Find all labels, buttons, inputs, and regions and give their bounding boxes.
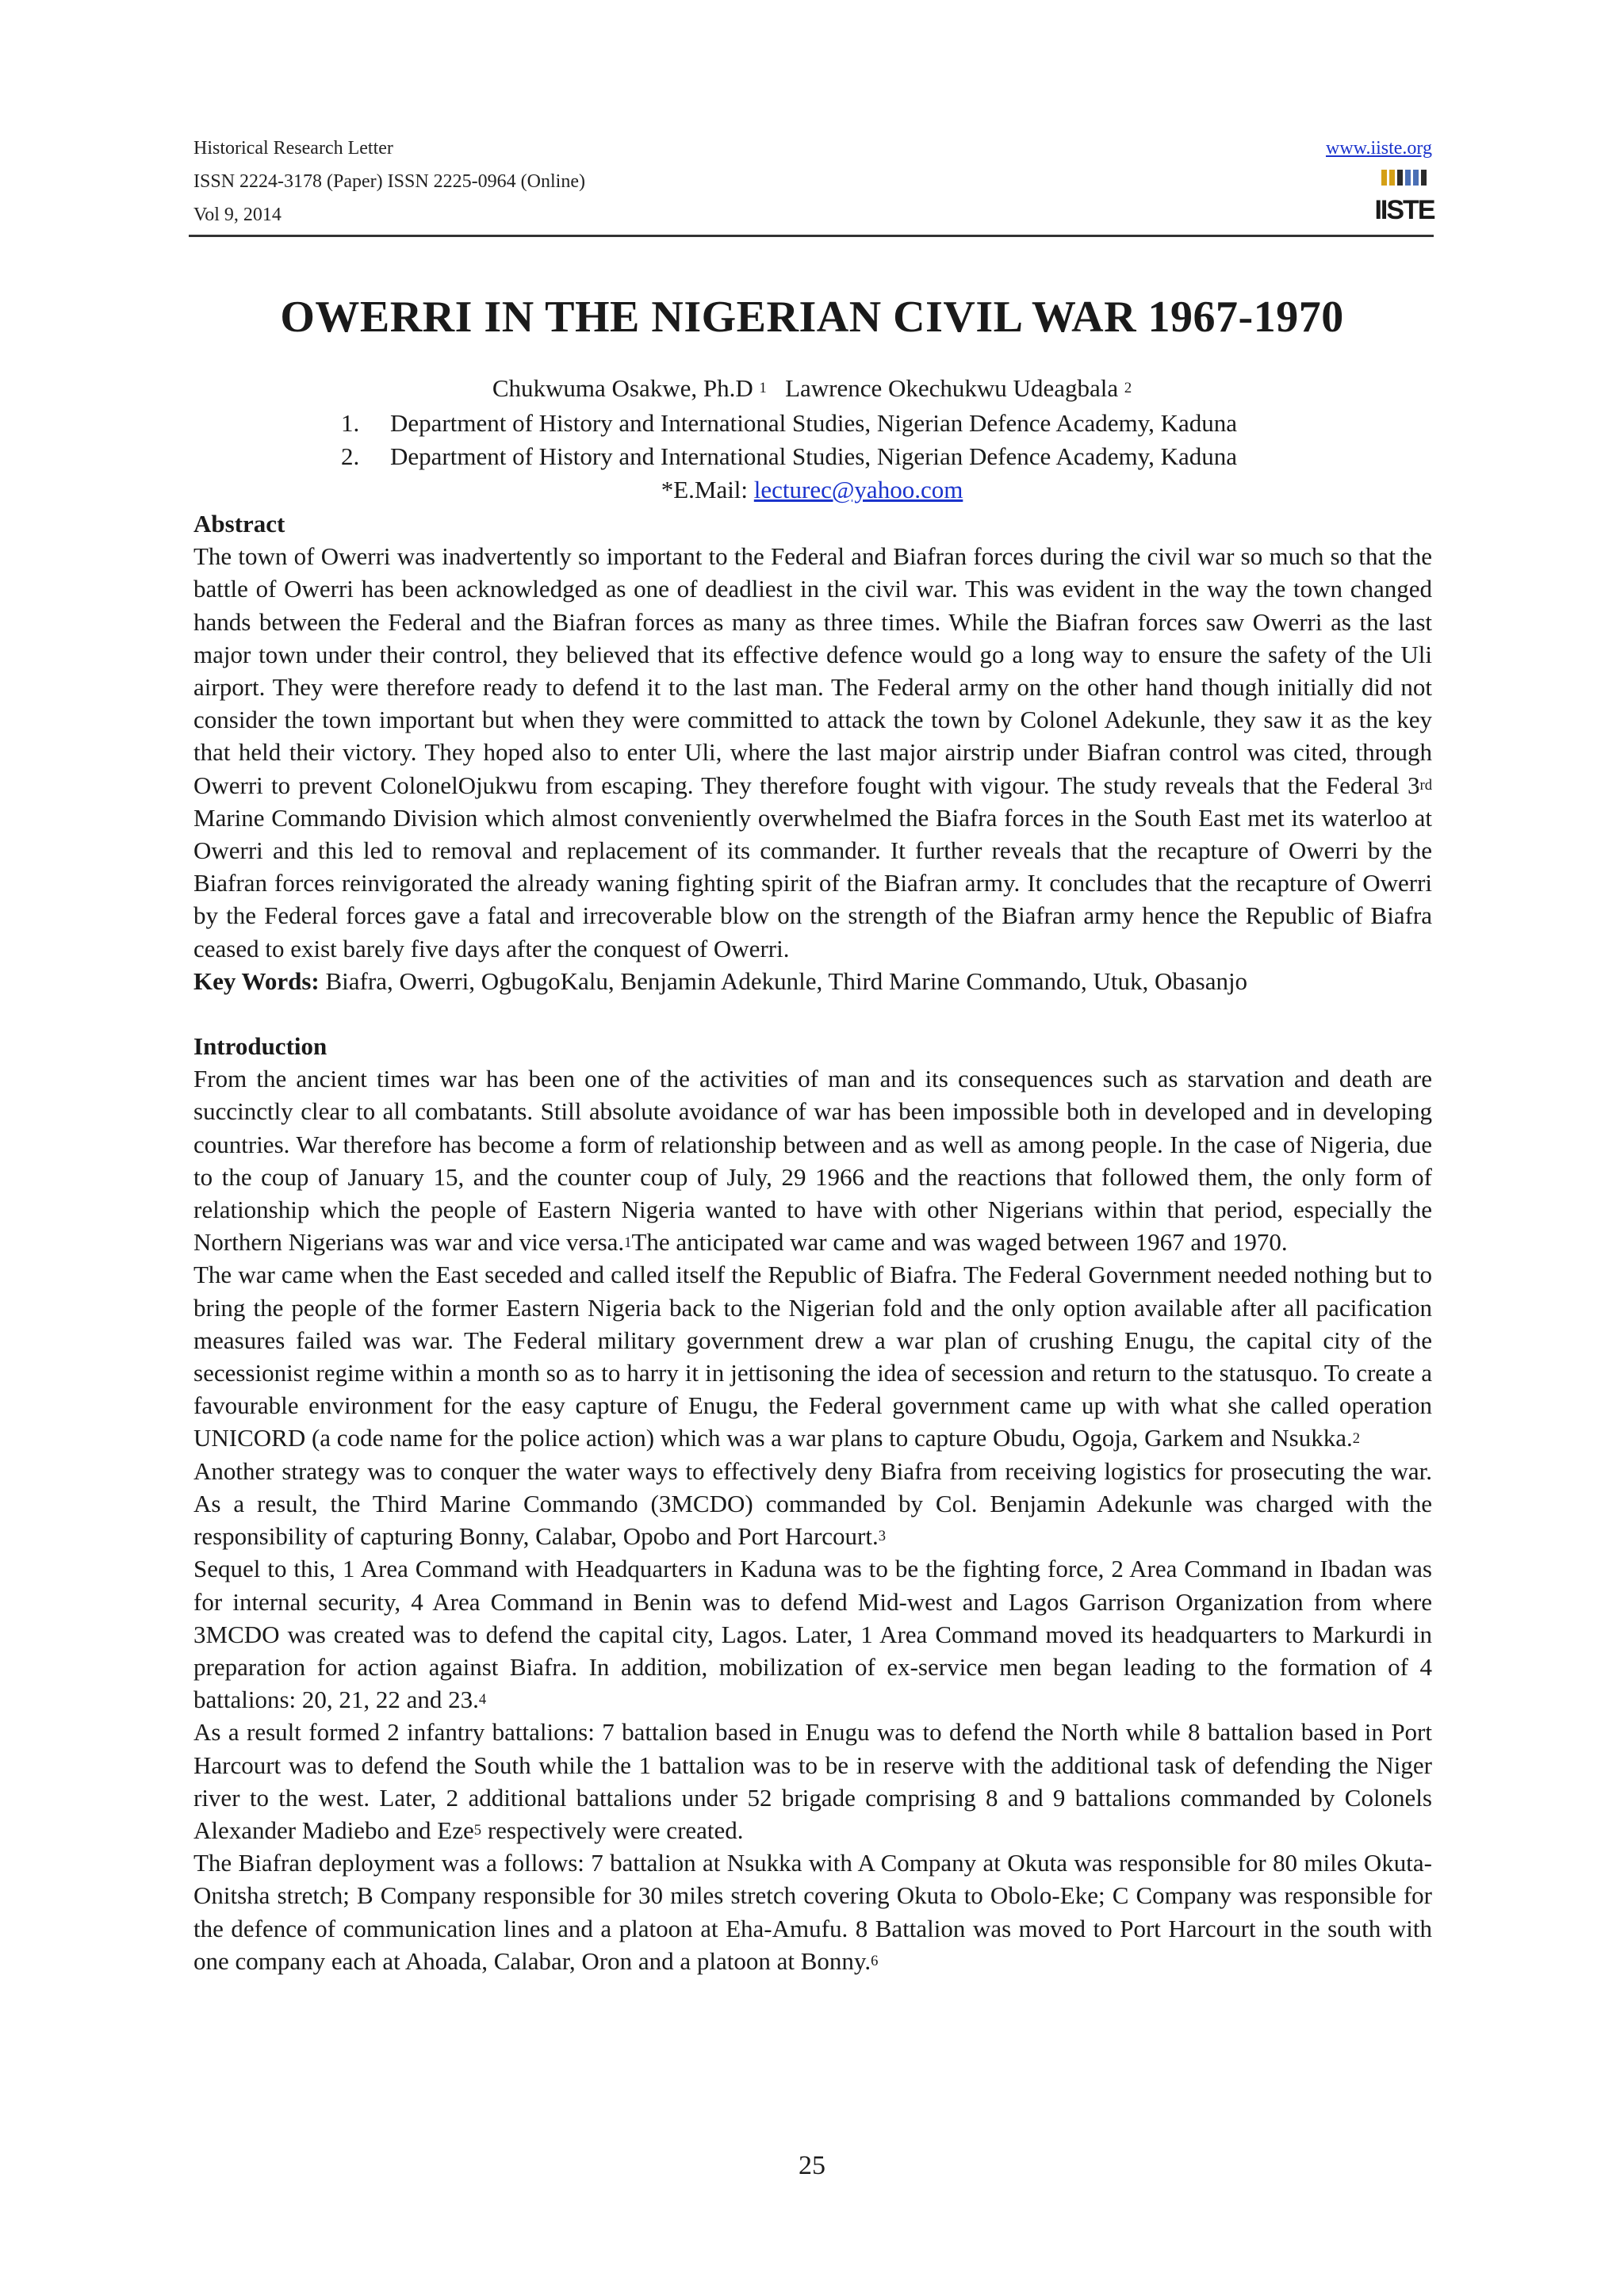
iiste-logo (1374, 168, 1434, 225)
issn-line: ISSN 2224-3178 (Paper) ISSN 2225-0964 (Online) (193, 171, 585, 192)
intro-paragraph-1: From the ancient times war has been one of the activities of man and its consequences such as starvation and death are succinctly clear to all combatants. Still absolute avoidance of war has been impossible both in developed and in developing countries. War therefore has become a form of relationship between and as well as among people. In the case of Nigeria, due to the coup of January 15, and the counter coup of July, 29 1966 and the reactions that followed them, the only form of relationship which the people of Eastern Nigeria wanted to have with other Nigerians within that period, especially the Northern Nigerians was war and vice versa.$^1$The anticipated war came and was waged between 1967 and 1970. (193, 1065, 1432, 1257)
affiliation-2: 2. Department of History and International Studies, Nigerian Defence Academy, Kaduna (341, 442, 1237, 470)
paper-body (193, 507, 1432, 1977)
introduction-heading: Introduction (193, 1032, 327, 1061)
contact-email: *E.Mail: lecturec@yahoo.com (661, 476, 963, 503)
intro-paragraph-5: As a result formed 2 infantry battalions: 7 battalion based in Enugu was to defend the North while 8 battalion based in Port Harcourt was to defend the South while the 1 battalion was to be in reserve with the additional task of defending the Niger river to the west. Later, 2 additional battalions under 52 brigade comprising 8 and 9 battalions commanded by Colonels Alexander Madiebo and Eze$^5$ respectively were created. (193, 1718, 1432, 1844)
paper-title: OWERRI IN THE NIGERIAN CIVIL WAR 1967-1970 (280, 293, 1344, 342)
page-header (193, 133, 1432, 228)
intro-paragraph-6: The Biafran deployment was a follows: 7 battalion at Nsukka with A Company at Okuta was responsible for 80 miles Okuta- Onitsha stretch; B Company responsible for 30 miles stretch covering Okuta to Obolo-Eke; C Company was responsible for the defence of communication lines and a platoon at Eha-Amufu. 8 Battalion was moved to Port Harcourt in the south with one company each at Ahoada, Calabar, Oron and a platoon at Bonny.$^6$ (193, 1849, 1432, 1975)
author-1: Chukwuma Osakwe, Ph.D (492, 374, 753, 402)
intro-paragraph-3: Another strategy was to conquer the water ways to effectively deny Biafra from receiving logistics for prosecuting the war. As a result, the Third Marine Commando (3MCDO) commanded by Col. Benjamin Adekunle was charged with the responsibility of capturing Bonny, Calabar, Opobo and Port Harcourt.$^3$ (193, 1456, 1432, 1551)
header-divider (189, 235, 1434, 237)
svg-text:IISTE: IISTE (1374, 195, 1434, 225)
author-1-marker: 1 (759, 380, 767, 397)
affiliation-1: 1. Department of History and International Studies, Nigerian Defence Academy, Kaduna (341, 409, 1237, 437)
journal-website-link[interactable]: www.iiste.org (1326, 138, 1432, 159)
abstract-text: The town of Owerri was inadvertently so important to the Federal and Biafran forces during the civil war so much so that the battle of Owerri has been acknowledged as one of deadliest in the civil war. This was evident in the way the town changed hands between the Federal and the Biafran forces as many as three times. While the Biafran forces saw Owerri as the last major town under their control, they believed that its effective defence would go a long way to ensure the safety of the Uli airport. They were therefore ready to defend it to the last man. The Federal army on the other hand though initially did not consider the town important but when they were committed to attack the town by Colonel Adekunle, they saw it as the key that held their victory. They hoped also to enter Uli, where the last major airstrip under Biafran control was cited, through Owerri to prevent ColonelOjukwu from escaping. They therefore fought with vigour. The study reveals that the Federal 3rd Marine Commando Division which almost conveniently overwhelmed the Biafra forces in the South East met its waterloo at Owerri and this led to removal and replacement of its commander. It further reveals that the recapture of Owerri by the Biafran forces reinvigorated the already waning fighting spirit of the Biafran army. It concludes that the recapture of Owerri by the Federal forces gave a fatal and irrecoverable blow on the strength of the Biafran army hence the Republic of Biafra ceased to exist barely five days after the conquest of Owerri. (193, 542, 1432, 962)
email-link[interactable]: lecturec@yahoo.com (753, 476, 963, 503)
intro-paragraph-2: The war came when the East seceded and called itself the Republic of Biafra. The Federal Government needed nothing but to bring the people of the former Eastern Nigeria back to the Nigerian fold and the only option available after all pacification measures failed was war. The Federal military government drew a war plan of crushing Enugu, the capital city of the secessionist regime within a month so as to harry it in jettisoning the idea of secession and return to the statusquo. To create a favourable environment for the easy capture of Enugu, the Federal government came up with what she called operation UNICORD (a code name for the police action) which was a war plans to capture Obudu, Ogoja, Garkem and Nsukka.$^2$ (193, 1261, 1432, 1452)
intro-paragraph-4: Sequel to this, 1 Area Command with Headquarters in Kaduna was to be the fighting force, 2 Area Command in Ibadan was for internal security, 4 Area Command in Benin was to defend Mid-west and Lagos Garrison Organization from where 3MCDO was created was to defend the capital city, Lagos. Later, 1 Area Command moved its headquarters to Markurdi in preparation for action against Biafra. In addition, mobilization of ex-service men began leading to the formation of 4 battalions: 20, 21, 22 and 23.$^4$ (193, 1555, 1432, 1714)
abstract-heading: Abstract (193, 510, 285, 538)
keywords: Key Words: Biafra, Owerri, OgbugoKalu, Benjamin Adekunle, Third Marine Commando, Utuk, Obasanjo (193, 966, 1248, 995)
volume-line: Vol 9, 2014 (193, 205, 282, 225)
page-number: 25 (799, 2151, 825, 2180)
journal-name: Historical Research Letter (193, 138, 393, 159)
author-2-marker: 2 (1124, 380, 1132, 397)
author-line (0, 373, 1624, 404)
author-2: Lawrence Okechukwu Udeagbala (785, 374, 1119, 402)
